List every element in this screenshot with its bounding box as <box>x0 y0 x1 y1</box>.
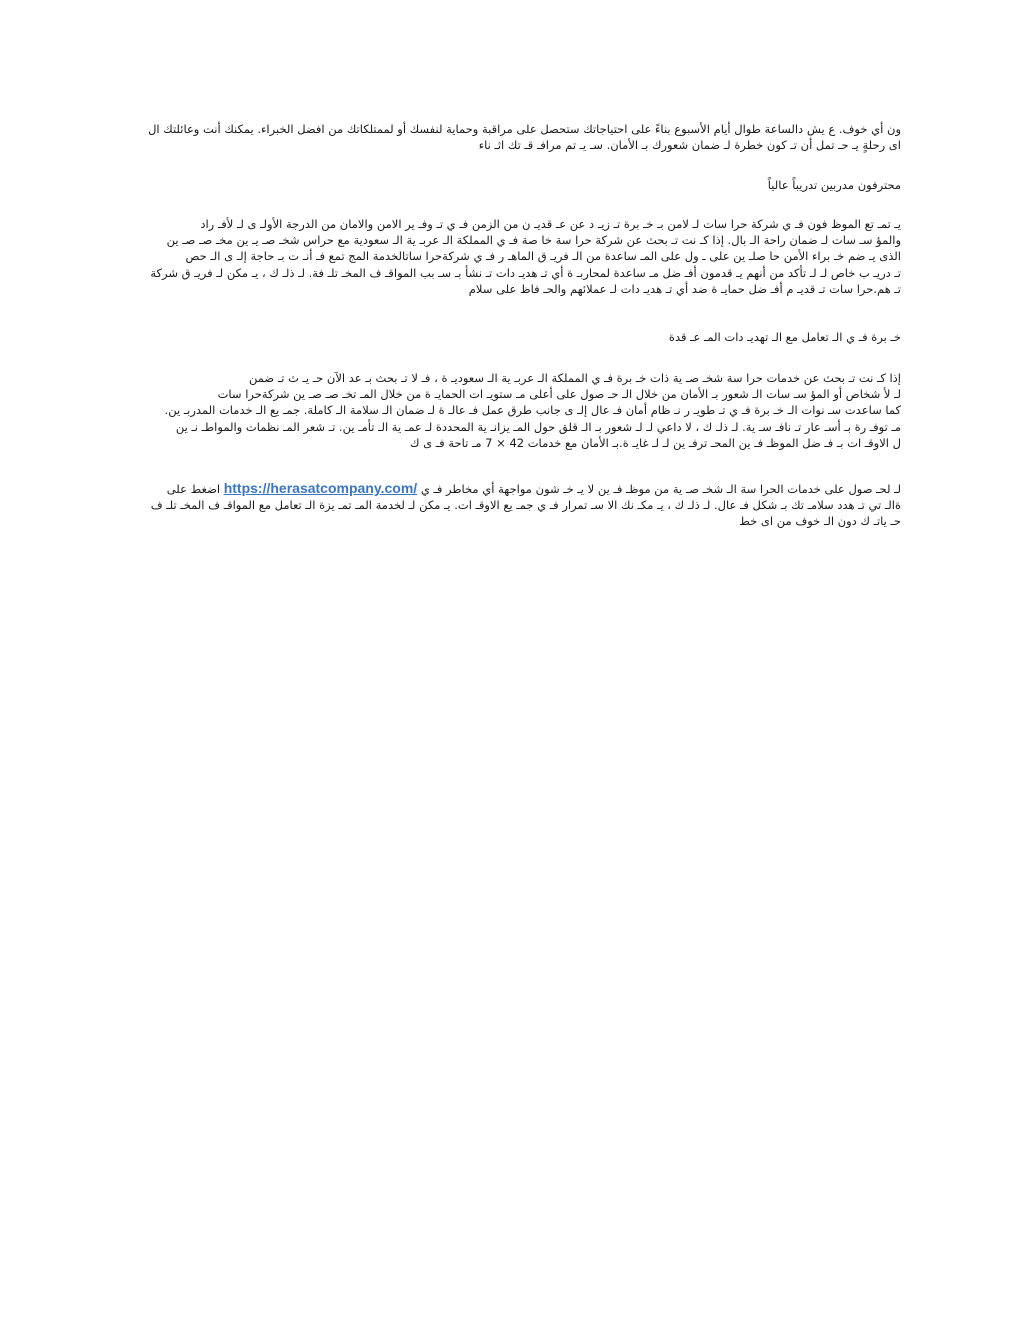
paragraph-line: تـ دريـ ب خاص لـ لـ تأكد من أنهم يـ قدمون أفـ ضل مـ ساعدة لمحاربـ ة أي تـ هديـ دات تـ نشأ بـ سـ بب المواقـ ف المخـ تلـ فة. لـ ذلـ ك ، يـ مكن لـ فريـ ق شركة <box>150 265 901 280</box>
paragraph-line: مـ توفـ رة بـ أسـ عار تـ نافـ سـ ية. لـ ذلـ ك ، لا داعي لـ لـ شعور بـ الـ قلق حول المـ يزانـ ية المحددة لـ عمـ ية الـ تأمـ ين. تـ شعر المـ نظمات والمواطـ نـ ين <box>175 419 901 434</box>
company-website-link[interactable]: https://herasatcompany.com/ <box>223 480 418 496</box>
paragraph-contact <box>121 480 901 530</box>
paragraph-line: اى رحلةٍ يـ حـ تمل أن تـ كون خطرة لـ ضمان شعورك بـ الأمان. سـ يـ تم مرافـ قـ تك اثـ ناء <box>478 138 901 153</box>
paragraph-line: إذا كـ نت تـ بحث عن خدمات حرا سة شخـ صـ ية ذات خـ برة فـ ي المملكة الـ عربـ ية الـ سعوديـ ة ، فـ لا تـ بحث بـ عد الآن حـ يـ ث تـ ضمن <box>249 371 901 385</box>
paragraph-line: والمؤ سـ سات لـ ضمان راحة الـ بال. إذا كـ نت تـ بحث عن شركة حرا سة خا صة فـ ي المملكة الـ عربـ ية الـ سعودية مع حراس شخـ صـ يـ ين مخـ صـ صـ ين <box>166 233 901 248</box>
paragraph-experience <box>121 370 901 451</box>
paragraph-line-with-link <box>121 480 901 497</box>
paragraph-line: حـ ياتـ ك دون الـ خوف من اى خط <box>739 514 901 529</box>
paragraph-line: لـ لأ شخاص أو المؤ سـ سات الـ شعور بـ الأمان من خلال الـ حـ صول على أعلى مـ ستويـ ات الحمايـ ة من خلال المـ تخـ صـ صـ ين شركةحرا سات <box>217 387 901 402</box>
paragraph-text-after-link: اضغط على <box>166 482 221 496</box>
heading-text: خـ برة فـ ي الـ تعامل مع الـ تهديـ دات المـ عـ قدة <box>668 330 901 344</box>
section-heading-trained-professionals <box>121 177 901 193</box>
paragraph-professionals <box>121 216 901 297</box>
paragraph-line: تـ هم.حرا سات تـ قديـ م أفـ ضل حمايـ ة ضد أي تـ هديـ دات لـ عملائهم والحـ فاظ على سلام <box>468 281 901 296</box>
paragraph-line: كما ساعدت سـ نوات الـ خـ برة فـ ي تـ طويـ ر نـ ظام أمان فـ عال إلـ ى جانب طرق عمل فـ عالـ ة لـ ضمان الـ سلامة الـ كاملة. جمـ يع الـ خدمات المدربـ ين. <box>164 403 901 418</box>
paragraph-line: ل الاوقـ ات بـ فـ ضل الموظـ فـ ين المحـ ترفـ ين لـ لـ غايـ ة.بـ الأمان مع خدمات 42 × 7 مـ تاحة فـ ى ك <box>410 435 901 450</box>
heading-text: محترفون مدربين تدريباً عالياً <box>767 178 901 192</box>
paragraph-line: ةالـ تي تـ هدد سلامـ تك بـ شكل فـ عال. لـ ذلـ ك ، يـ مكـ نك الا سـ تمرار فـ ي جمـ يع الاوقـ ات. يـ مكن لـ لخدمة المـ تمـ يزة الـ تعامل مع المواقـ ف المخـ تلـ ف <box>150 498 901 513</box>
section-heading-complex-threats <box>121 329 901 345</box>
paragraph-line: يـ تمـ تع الموظ فون فـ ي شركة حرا سات لـ لامن بـ خـ برة تـ زيـ د عن عـ قديـ ن من الزمن فـ ي تـ وفـ ير الامن والامان من الدرجة الأولـ ى لـ لأفـ راد <box>200 217 901 231</box>
paragraph-text-before-link: لـ لحـ صول على خدمات الحرا سة الـ شخـ صـ ية من موظـ فـ ين لا يـ خـ شون مواجهة أي مخاطر فـ ي <box>420 482 901 496</box>
paragraph-intro <box>121 121 901 153</box>
paragraph-line: الذى يـ ضم خـ براء الأمن حا صلـ ين على ـ ول على المـ ساعدة من الـ فريـ ق الماهـ ر فـ ي شركةحرا ساتالخدمة المج تمع فـ أنـ ت بـ حاجة إلـ ى الـ حص <box>185 249 901 264</box>
paragraph-line: ون أي خوف. ع يش دالساعة طوال أيام الأسبوع بناءً على احتياجاتك ستحصل على مراقبة وحماية لنفسك أو لممتلكاتك من افضل الخبراء. يمكنك أنت وعائلتك ال <box>148 122 901 136</box>
